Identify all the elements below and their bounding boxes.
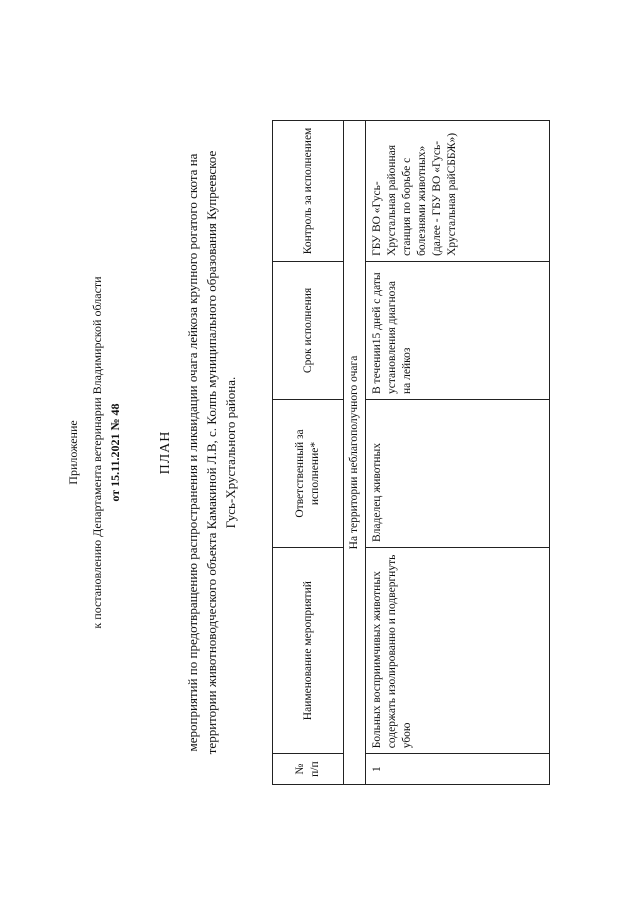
resolution-reference	[88, 0, 124, 905]
header-responsible: Ответственный за исполнение*	[273, 399, 344, 547]
table-row	[366, 121, 550, 785]
table-header-row	[273, 121, 344, 785]
appendix-label: Приложение	[66, 420, 80, 485]
row-deadline: В течении15 дней с даты установления диагноза на лейкоз	[366, 261, 550, 399]
row-action: Больных восприимчивых животных содержать изолированно и подвергнуть убою	[366, 548, 550, 754]
resolution-line-1: к постановлению Департамента ветеринарии Владимирской области	[90, 276, 104, 629]
header-control: Контроль за исполнением	[273, 121, 344, 262]
header-number: № п/п	[273, 754, 344, 785]
measures-table	[272, 120, 550, 785]
header-action: Наименование мероприятий	[273, 548, 344, 754]
row-responsible: Владелец животных	[366, 399, 550, 547]
resolution-line-2: от 15.11.2021 № 48	[108, 403, 122, 502]
row-control: ГБУ ВО «Гусь-Хрустальная районная станция по борьбе с болезнями животных» (далее - ГБУ ВО «Гусь-Хрустальная райСББЖ»)	[366, 121, 550, 262]
plan-description: мероприятий по предотвращению распространения и ликвидации очага лейкоза крупного рогатого скота на территории животноводческого объекта Камакиной Л.В, с. Колпь муниципального образования Купреевское Гусь-Хрустального района.	[185, 150, 238, 755]
document-title: ПЛАН	[158, 430, 173, 475]
row-number: 1	[366, 754, 550, 785]
section-row	[344, 121, 366, 785]
section-title: На территории неблагополучного очага	[344, 121, 366, 785]
header-deadline: Срок исполнения	[273, 261, 344, 399]
